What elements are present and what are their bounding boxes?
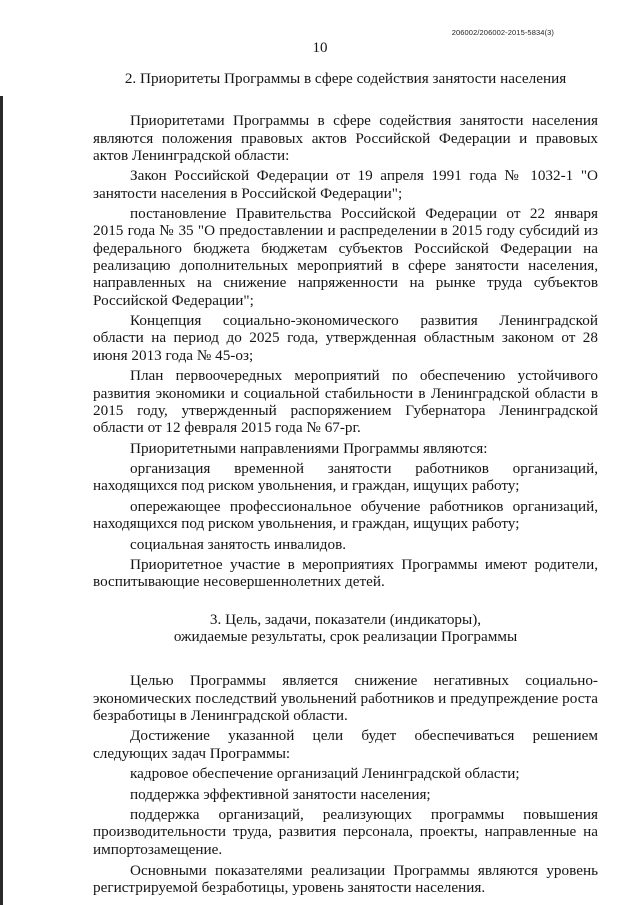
paragraph: План первоочередных мероприятий по обеспечению устойчивого развития экономики и социальной стабильности в Ленинградской области в 2015 году, утвержденный распоряжением Губернатора Ленинградской области от 12 февраля 2015 года № 67-рг. [93,367,598,437]
section-2-title: 2. Приоритеты Программы в сфере содействия занятости населения [124,70,567,87]
paragraph: Основными показателями реализации Программы являются уровень регистрируемой безработицы, уровень занятости населения. [93,861,598,896]
paragraph: Приоритетными направлениями Программы являются: [130,439,488,457]
paragraph: Концепция социально-экономического развития Ленинградской области на период до 2025 года, утвержденная областным законом от 28 июня 2013 года № 45-оз; [93,312,598,364]
paragraph: Приоритетное участие в мероприятиях Программы имеют родители, воспитывающие несовершеннолетних детей. [93,556,598,591]
paragraph: организация временной занятости работников организаций, находящихся под риском увольнения, и граждан, ищущих работу; [93,460,598,495]
document-id: 206002/206002-2015-5834(3) [451,28,554,37]
page-number: 10 [312,40,328,56]
paragraph: Закон Российской Федерации от 19 апреля 1991 года № 1032-1 "О занятости населения в Российской Федерации"; [93,167,598,202]
paragraph: Приоритетами Программы в сфере содействия занятости населения являются положения правовых актов Российской Федерации и правовых актов Ленинградской области: [93,112,598,164]
section-3-title-line-2: ожидаемые результаты, срок реализации Программы [173,628,518,645]
paragraph: социальная занятость инвалидов. [130,535,347,553]
paragraph: поддержка эффективной занятости населения; [130,785,431,803]
paragraph: кадровое обеспечение организаций Ленинградской области; [130,765,520,783]
section-3-title-line-1: 3. Цель, задачи, показатели (индикаторы), [209,610,482,628]
paragraph: опережающее профессиональное обучение работников организаций, находящихся под риском увольнения, и граждан, ищущих работу; [93,497,598,533]
paragraph: постановление Правительства Российской Федерации от 22 января 2015 года № 35 "О предоставлении и распределении в 2015 году субсидий из федерального бюджета бюджетам субъектов Российской Федерации на реализацию дополнительных мероприятий в сфере занятости населения, направленных на снижение напряженности на рынке труда субъектов Российской Федерации"; [93,205,598,309]
scan-edge-bar [0,96,3,905]
document-body [93,70,598,899]
paragraph: Достижение указанной цели будет обеспечиваться решением следующих задач Программы: [93,727,598,762]
paragraph: поддержка организаций, реализующих программы повышения производительности труда, развития персонала, проекты, направленные на импортозамещение. [93,806,598,858]
paragraph: Целью Программы является снижение негативных социально-экономических последствий увольнений работников и предупреждение роста безработицы в Ленинградской области. [93,672,598,724]
